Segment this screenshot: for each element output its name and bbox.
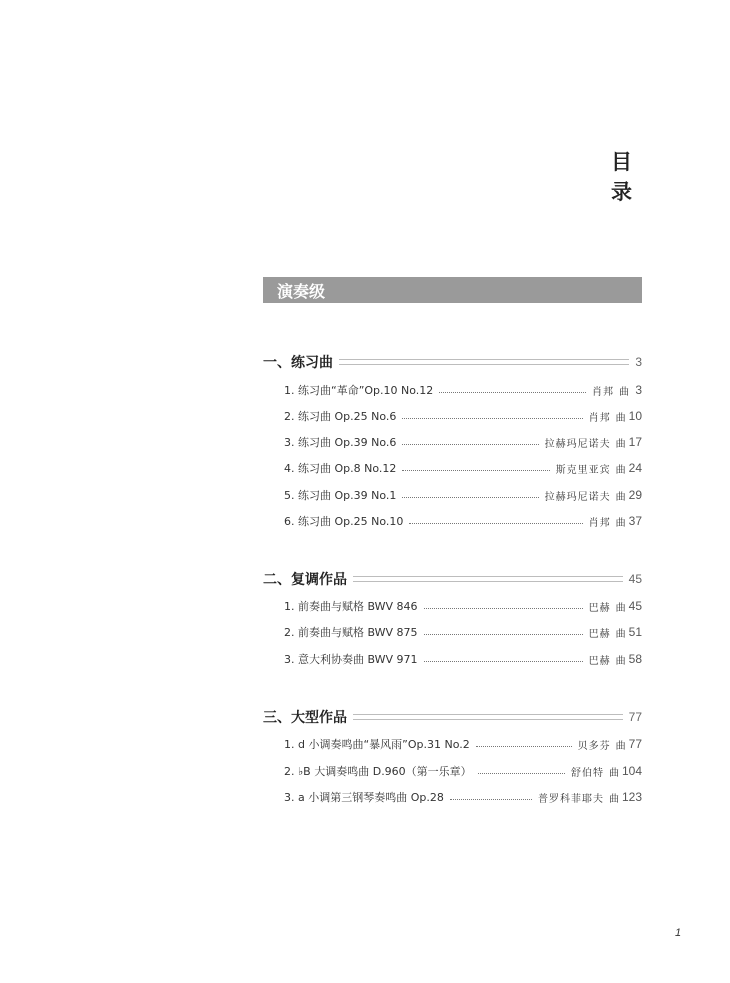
- dot-leader: [402, 444, 538, 445]
- entry-title: 5. 练习曲 Op.39 No.1: [284, 489, 397, 502]
- qu-label: 曲: [608, 767, 619, 779]
- entry-page: 104: [621, 764, 642, 778]
- dot-leader: [424, 661, 583, 662]
- dot-leader: [424, 634, 583, 635]
- entry-title: 3. 练习曲 Op.39 No.6: [284, 436, 397, 449]
- toc-entry[interactable]: [284, 512, 642, 530]
- dot-leader: [402, 497, 538, 498]
- section-title: 三、大型作品: [263, 710, 347, 726]
- entry-page: 24: [628, 461, 642, 475]
- section-title: 二、复调作品: [263, 572, 347, 588]
- toc-entry[interactable]: [284, 486, 642, 504]
- dot-leader: [450, 799, 532, 800]
- entry-composer: 舒伯特: [570, 767, 604, 779]
- entry-composer: 斯克里亚宾: [555, 464, 611, 476]
- section-page: 3: [635, 355, 642, 369]
- toc-entry[interactable]: [284, 650, 642, 668]
- entry-composer: 肖邦: [588, 517, 611, 529]
- dot-leader: [409, 523, 582, 524]
- qu-label: 曲: [615, 412, 626, 424]
- toc-entry[interactable]: [284, 597, 642, 615]
- entry-page: 17: [628, 435, 642, 449]
- toc-entry[interactable]: [284, 459, 642, 477]
- toc-entry[interactable]: [284, 788, 642, 806]
- toc-entry[interactable]: [284, 433, 642, 451]
- entry-page: 10: [628, 409, 642, 423]
- qu-label: 曲: [615, 464, 626, 476]
- entry-title: 1. d 小调奏鸣曲“暴风雨”Op.31 No.2: [284, 738, 470, 751]
- dot-leader: [402, 470, 549, 471]
- qu-label: 曲: [615, 517, 626, 529]
- entry-title: 2. 练习曲 Op.25 No.6: [284, 410, 397, 423]
- entry-title: 6. 练习曲 Op.25 No.10: [284, 515, 404, 528]
- entry-page: 77: [628, 737, 642, 751]
- dot-leader: [402, 418, 582, 419]
- entry-title: 1. 练习曲“革命”Op.10 No.12: [284, 384, 434, 397]
- entry-title: 3. 意大利协奏曲 BWV 971: [284, 653, 418, 666]
- entry-title: 3. a 小调第三钢琴奏鸣曲 Op.28: [284, 791, 444, 804]
- dot-leader: [476, 746, 572, 747]
- dot-leader: [439, 392, 586, 393]
- entry-page: 51: [628, 625, 642, 639]
- entry-page: 123: [621, 790, 642, 804]
- section-rule: [353, 714, 623, 720]
- qu-label: 曲: [615, 438, 626, 450]
- entry-composer: 普罗科菲耶夫: [537, 793, 604, 805]
- qu-label: 曲: [615, 740, 626, 752]
- qu-label: 曲: [619, 386, 629, 398]
- dot-leader: [478, 773, 565, 774]
- page-title: 目 录: [611, 150, 644, 204]
- banner-label: 演奏级: [277, 282, 326, 301]
- entry-title: 4. 练习曲 Op.8 No.12: [284, 462, 397, 475]
- entry-composer: 拉赫玛尼诺夫: [544, 438, 611, 450]
- entry-page: 29: [628, 488, 642, 502]
- entry-composer: 巴赫: [588, 655, 611, 667]
- toc-entry[interactable]: [284, 407, 642, 425]
- entry-page: 45: [628, 599, 642, 613]
- entry-composer: 贝多芬: [577, 740, 611, 752]
- section-heading[interactable]: [263, 707, 642, 727]
- toc-entry[interactable]: [284, 735, 642, 753]
- entry-composer: 肖邦: [592, 386, 614, 398]
- toc-entry[interactable]: [284, 381, 642, 399]
- section-heading[interactable]: [263, 352, 642, 372]
- section-heading[interactable]: [263, 569, 642, 589]
- entry-page: 3: [635, 383, 642, 397]
- entry-composer: 巴赫: [588, 602, 611, 614]
- entry-title: 2. 前奏曲与赋格 BWV 875: [284, 626, 418, 639]
- entry-composer: 巴赫: [588, 628, 611, 640]
- qu-label: 曲: [615, 491, 626, 503]
- section-rule: [339, 359, 629, 365]
- entry-composer: 肖邦: [588, 412, 611, 424]
- entry-title: 2. ♭B 大调奏鸣曲 D.960（第一乐章）: [284, 765, 472, 778]
- toc-entry[interactable]: [284, 762, 642, 780]
- entry-page: 37: [628, 514, 642, 528]
- section-rule: [353, 576, 623, 582]
- qu-label: 曲: [615, 602, 626, 614]
- section-title: 一、练习曲: [263, 355, 333, 371]
- entry-composer: 拉赫玛尼诺夫: [544, 491, 611, 503]
- qu-label: 曲: [615, 628, 626, 640]
- toc-entry[interactable]: [284, 623, 642, 641]
- entry-page: 58: [628, 652, 642, 666]
- qu-label: 曲: [615, 655, 626, 667]
- qu-label: 曲: [608, 793, 619, 805]
- section-page: 77: [628, 710, 642, 724]
- dot-leader: [424, 608, 583, 609]
- section-banner: [263, 277, 642, 303]
- section-page: 45: [628, 572, 642, 586]
- page-number: 1: [675, 927, 682, 939]
- entry-title: 1. 前奏曲与赋格 BWV 846: [284, 600, 418, 613]
